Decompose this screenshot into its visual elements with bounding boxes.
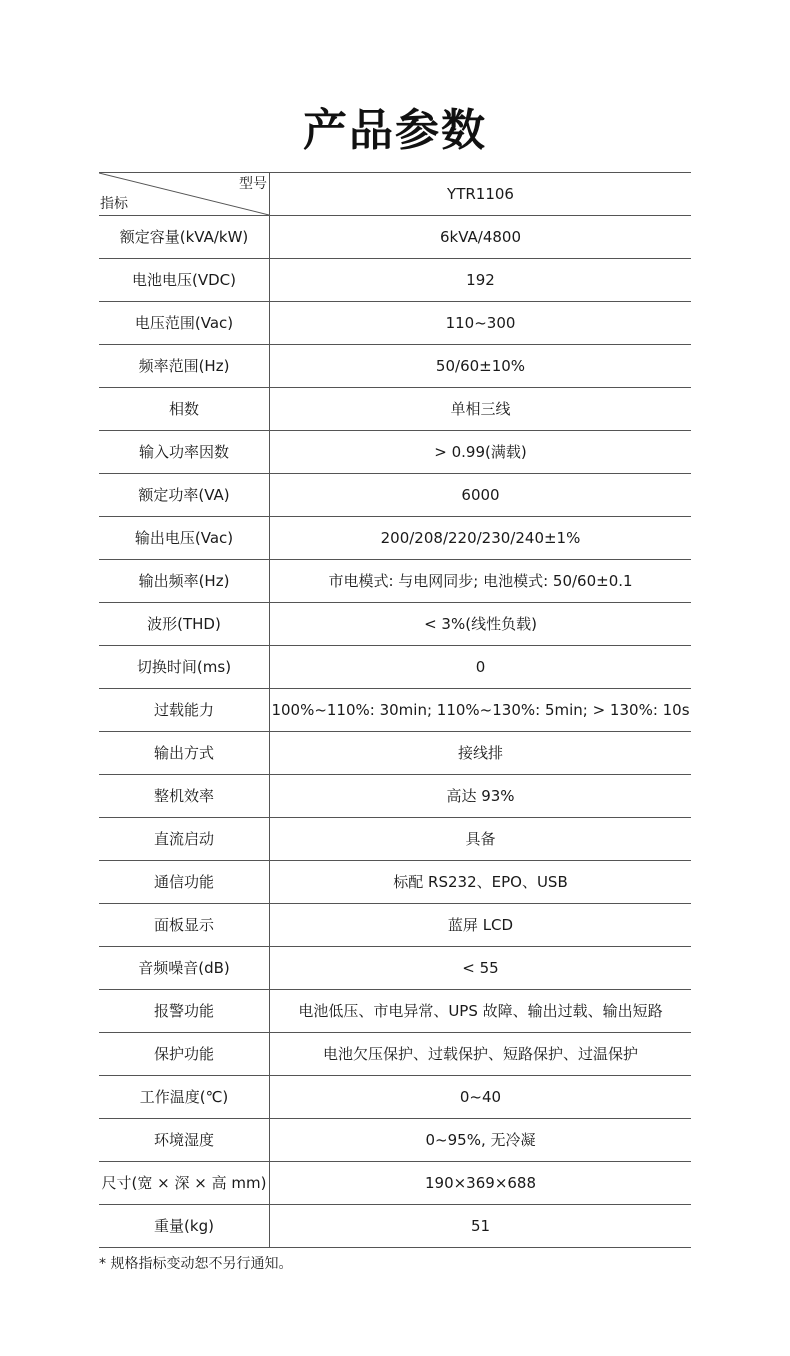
table-row xyxy=(99,1033,691,1076)
spec-value: 0~95%, 无冷凝 xyxy=(425,1131,536,1149)
spec-value: 6kVA/4800 xyxy=(439,228,522,246)
spec-value: 电池欠压保护、过载保护、短路保护、过温保护 xyxy=(322,1045,638,1063)
spec-label: 相数 xyxy=(99,388,270,430)
table-row xyxy=(99,1119,691,1162)
spec-value: 100%~110%: 30min; 110%~130%: 5min; > 130%: 10s xyxy=(271,701,690,719)
header-model-value: YTR1106 xyxy=(447,185,514,203)
spec-label: 音频噪音(dB) xyxy=(99,947,270,989)
spec-label: 尺寸(宽 × 深 × 高 mm) xyxy=(99,1162,270,1204)
spec-value: 0~40 xyxy=(459,1088,502,1106)
spec-value: 电池低压、市电异常、UPS 故障、输出过载、输出短路 xyxy=(298,1002,663,1020)
table-row xyxy=(99,517,691,560)
table-row xyxy=(99,388,691,431)
spec-value: < 3%(线性负载) xyxy=(424,615,537,633)
spec-value: 50/60±10% xyxy=(435,357,526,375)
spec-label: 保护功能 xyxy=(99,1033,270,1075)
spec-value: 单相三线 xyxy=(450,400,511,418)
spec-value: 市电模式: 与电网同步; 电池模式: 50/60±0.1 xyxy=(328,572,633,590)
table-row xyxy=(99,560,691,603)
table-row xyxy=(99,259,691,302)
spec-label: 波形(THD) xyxy=(99,603,270,645)
spec-value: 110~300 xyxy=(445,314,516,332)
spec-label: 面板显示 xyxy=(99,904,270,946)
table-body xyxy=(99,216,691,1248)
table-row xyxy=(99,861,691,904)
table-row xyxy=(99,775,691,818)
spec-value: > 0.99(满载) xyxy=(434,443,527,461)
spec-label: 输入功率因数 xyxy=(99,431,270,473)
header-corner-cell xyxy=(99,173,270,215)
page-title: 产品参数 xyxy=(303,105,487,157)
spec-label: 输出方式 xyxy=(99,732,270,774)
table-row xyxy=(99,216,691,259)
table-row xyxy=(99,818,691,861)
spec-label: 直流启动 xyxy=(99,818,270,860)
spec-value: 标配 RS232、EPO、USB xyxy=(393,873,568,891)
header-indicator-label: 指标 xyxy=(100,196,128,212)
spec-table xyxy=(99,172,691,1248)
spec-label: 频率范围(Hz) xyxy=(99,345,270,387)
spec-label: 输出电压(Vac) xyxy=(99,517,270,559)
header-model-label: 型号 xyxy=(239,176,267,192)
table-row xyxy=(99,1205,691,1248)
spec-label: 额定功率(VA) xyxy=(99,474,270,516)
table-row xyxy=(99,1076,691,1119)
spec-label: 额定容量(kVA/kW) xyxy=(99,216,270,258)
spec-label: 电压范围(Vac) xyxy=(99,302,270,344)
spec-label: 电池电压(VDC) xyxy=(99,259,270,301)
spec-value: 接线排 xyxy=(457,744,503,762)
spec-value: 51 xyxy=(470,1217,491,1235)
spec-value: 蓝屏 LCD xyxy=(447,916,514,934)
table-row xyxy=(99,689,691,732)
spec-label: 通信功能 xyxy=(99,861,270,903)
spec-label: 输出频率(Hz) xyxy=(99,560,270,602)
spec-label: 整机效率 xyxy=(99,775,270,817)
table-row xyxy=(99,990,691,1033)
table-row xyxy=(99,603,691,646)
spec-value: 高达 93% xyxy=(446,787,515,805)
spec-label: 工作温度(℃) xyxy=(99,1076,270,1118)
table-row xyxy=(99,431,691,474)
table-row xyxy=(99,474,691,517)
table-row xyxy=(99,345,691,388)
spec-label: 环境湿度 xyxy=(99,1119,270,1161)
spec-value: 190×369×688 xyxy=(424,1174,537,1192)
spec-value: 192 xyxy=(466,271,495,289)
table-row xyxy=(99,302,691,345)
spec-label: 切换时间(ms) xyxy=(99,646,270,688)
spec-label: 报警功能 xyxy=(99,990,270,1032)
table-row xyxy=(99,646,691,689)
table-row xyxy=(99,904,691,947)
spec-value: 200/208/220/230/240±1% xyxy=(380,529,581,547)
table-header-row xyxy=(99,173,691,216)
table-row xyxy=(99,1162,691,1205)
spec-value: 0 xyxy=(475,658,486,676)
table-row xyxy=(99,732,691,775)
spec-value: < 55 xyxy=(462,959,499,977)
spec-value: 具备 xyxy=(465,830,496,848)
spec-label: 重量(kg) xyxy=(99,1205,270,1247)
spec-value: 6000 xyxy=(461,486,500,504)
table-row xyxy=(99,947,691,990)
footnote: * 规格指标变动恕不另行通知。 xyxy=(99,1256,293,1272)
spec-label: 过载能力 xyxy=(99,689,270,731)
